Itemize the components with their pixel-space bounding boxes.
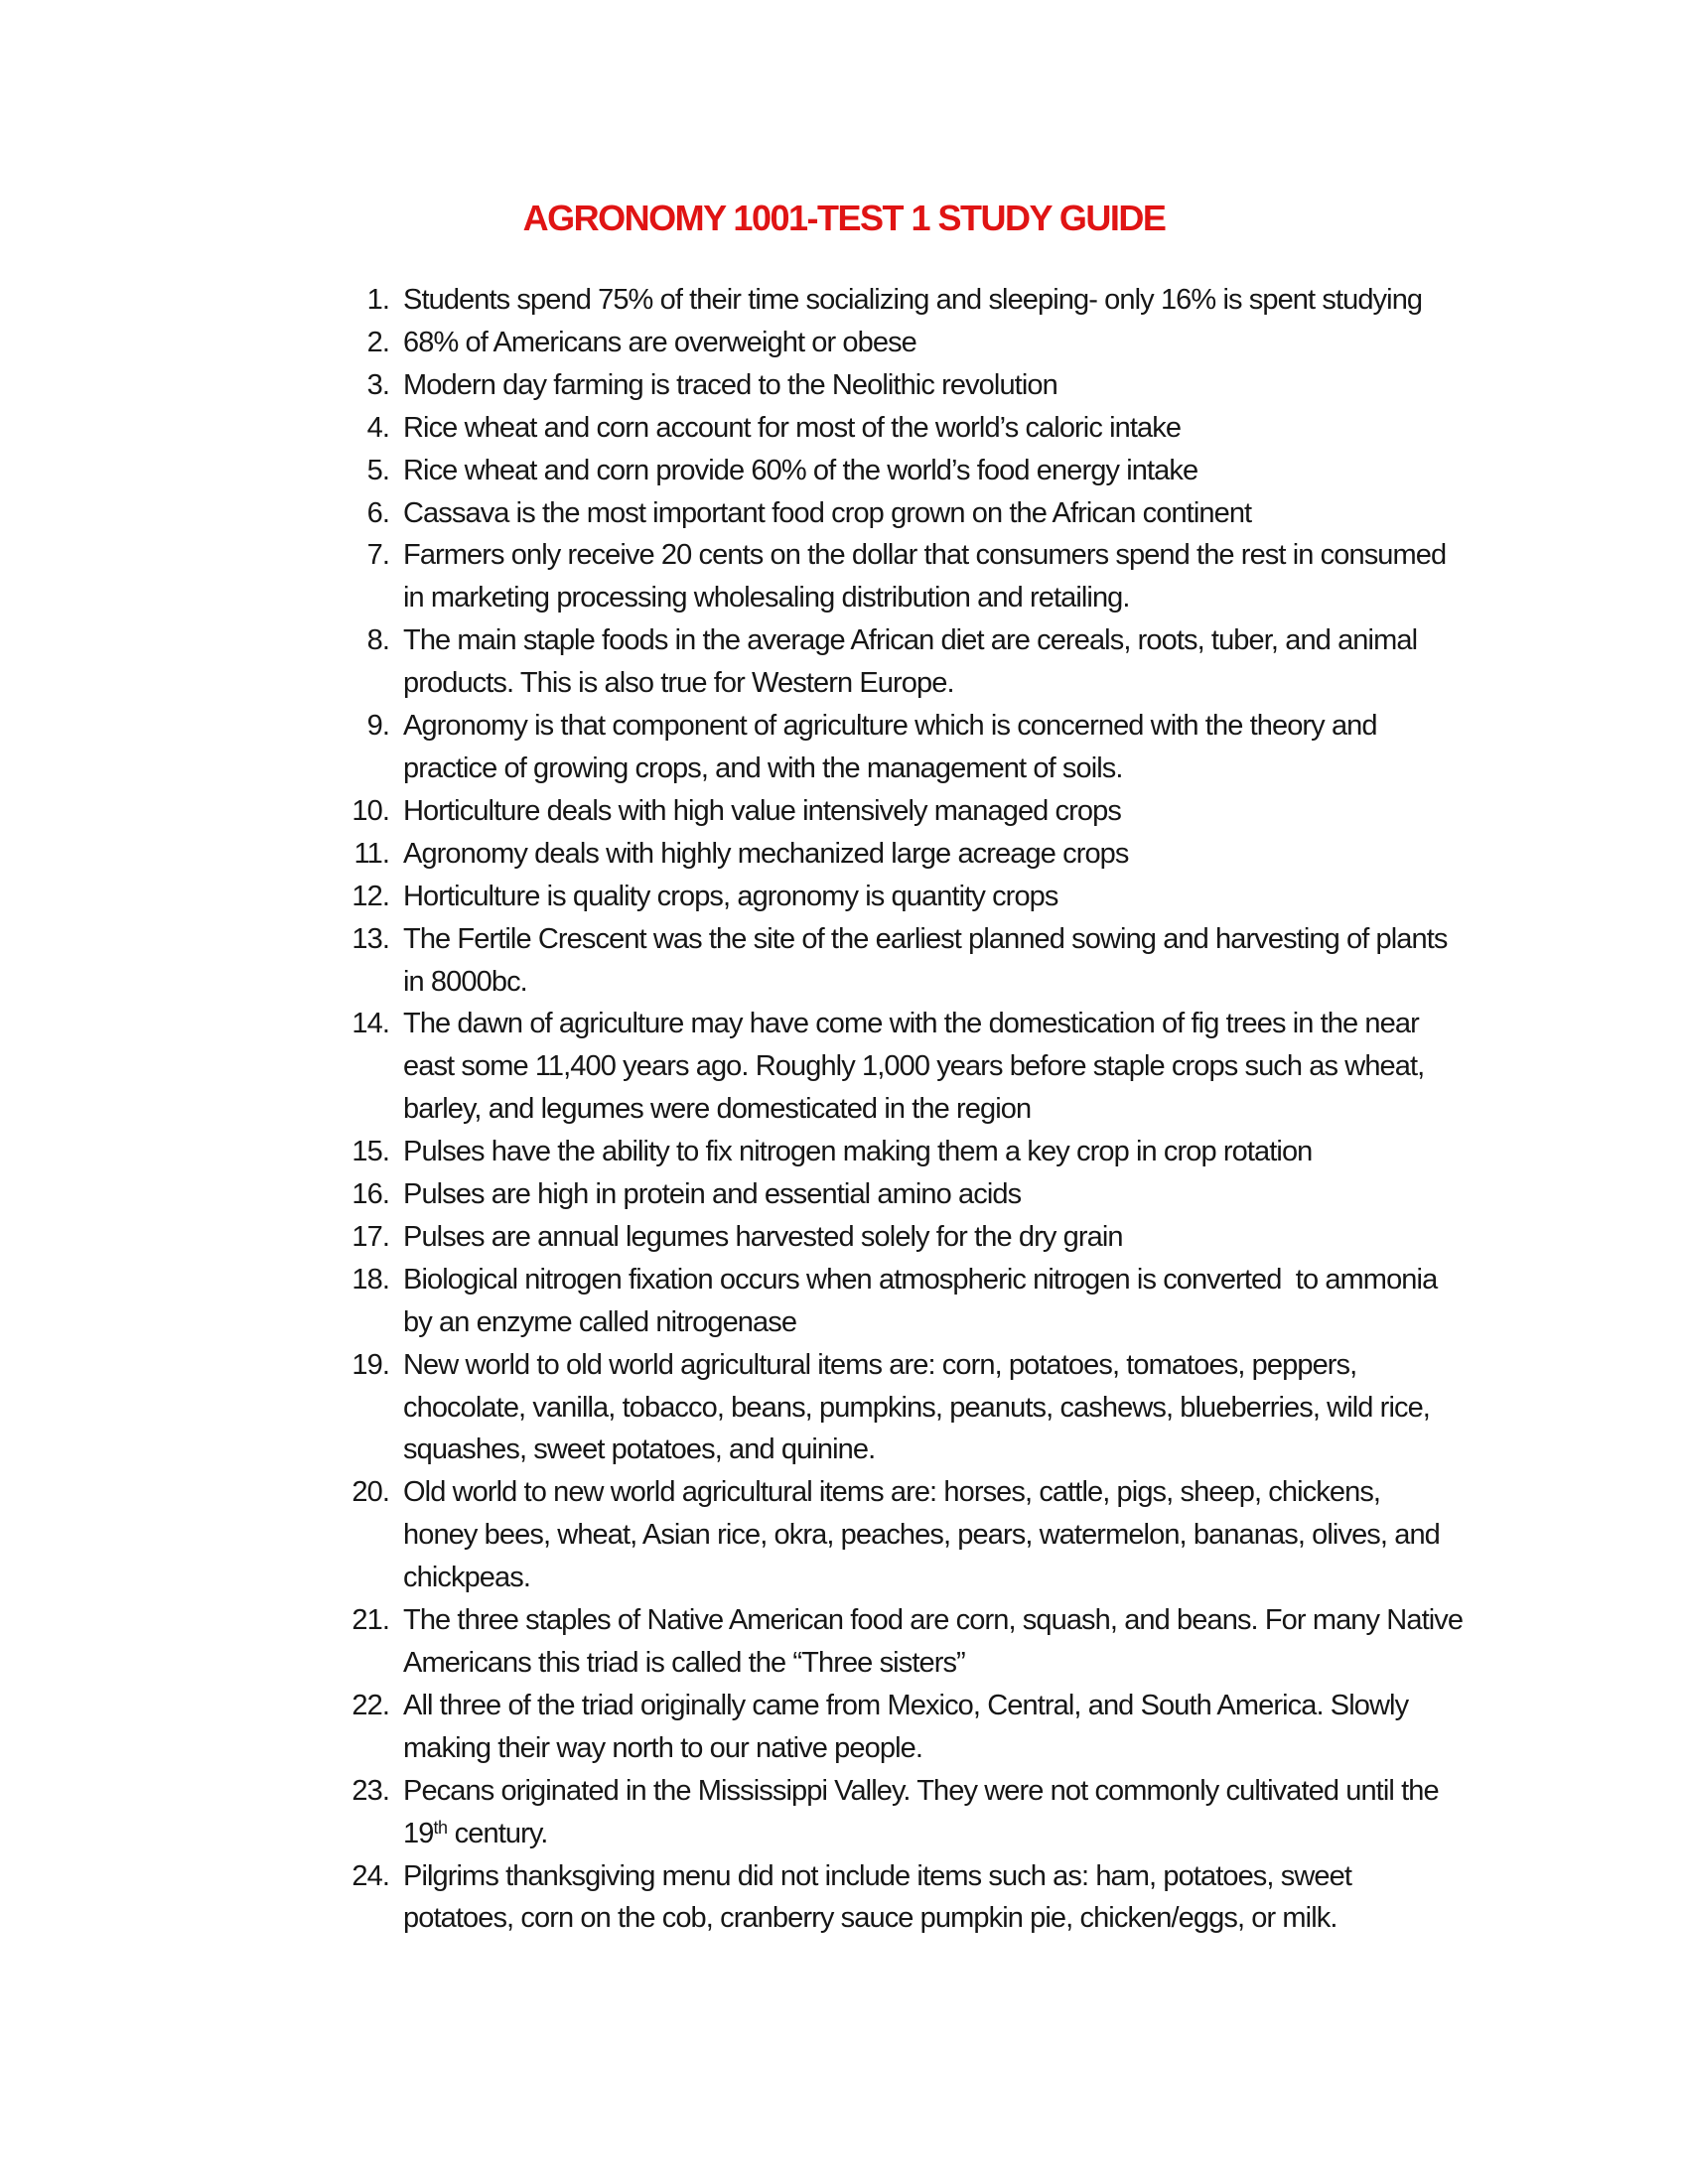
list-item	[298, 1471, 1549, 1599]
list-item-number: 8.	[366, 624, 389, 657]
list-item-number: 20.	[352, 1476, 389, 1509]
list-item-text: Pecans originated in the Mississippi Valley. They were not commonly cultivated until the 19th century.	[403, 1774, 1439, 1849]
list-item-text: Modern day farming is traced to the Neolithic revolution	[403, 368, 1057, 401]
list-item	[298, 407, 1549, 450]
list-item-number: 9.	[366, 710, 389, 743]
list-item-text: Horticulture deals with high value intensively managed crops	[403, 794, 1121, 827]
list-item	[298, 619, 1549, 705]
list-item-number: 10.	[352, 794, 389, 827]
list-item-number: 5.	[366, 454, 389, 486]
list-item-number: 15.	[352, 1136, 389, 1168]
list-item-text: New world to old world agricultural items are: corn, potatoes, tomatoes, peppers, chocolate, vanilla, tobacco, beans, pumpkins, peanuts, cashews, blueberries, wild rice, squashes, sweet potatoes, and quinine.	[403, 1348, 1430, 1466]
list-item-text: Pulses have the ability to fix nitrogen making them a key crop in crop rotation	[403, 1136, 1313, 1168]
list-item-text: The main staple foods in the average African diet are cereals, roots, tuber, and animal products. This is also true for Western Europe.	[403, 624, 1418, 700]
list-item	[298, 492, 1549, 535]
list-item-text: Old world to new world agricultural items are: horses, cattle, pigs, sheep, chickens, honey bees, wheat, Asian rice, okra, peaches, pears, watermelon, bananas, olives, and chickpeas.	[403, 1476, 1440, 1594]
list-item	[298, 364, 1549, 407]
list-item-number: 17.	[352, 1220, 389, 1253]
list-item-text: The Fertile Crescent was the site of the earliest planned sowing and harvesting of plants in 8000bc.	[403, 922, 1448, 998]
list-item	[298, 790, 1549, 833]
list-item-number: 11.	[353, 837, 389, 870]
list-item-number: 1.	[366, 284, 389, 316]
list-item-text: Rice wheat and corn provide 60% of the world’s food energy intake	[403, 454, 1198, 486]
list-item-text: Pulses are high in protein and essential amino acids	[403, 1178, 1022, 1211]
list-item-number: 2.	[366, 326, 389, 358]
list-item-text: Agronomy deals with highly mechanized large acreage crops	[403, 837, 1129, 870]
list-item-text: 68% of Americans are overweight or obese	[403, 326, 916, 358]
list-item	[298, 1173, 1549, 1216]
list-item-number: 3.	[366, 368, 389, 401]
list-item-text: Pilgrims thanksgiving menu did not include items such as: ham, potatoes, sweet potatoes, corn on the cob, cranberry sauce pumpkin pie, chicken/eggs, or milk.	[403, 1859, 1351, 1935]
list-item	[298, 1599, 1549, 1685]
list-item-number: 19.	[352, 1348, 389, 1381]
list-item-number: 16.	[352, 1178, 389, 1211]
list-item-number: 7.	[366, 539, 389, 572]
list-item	[298, 1685, 1549, 1770]
list-item-number: 21.	[352, 1604, 389, 1637]
page-title: AGRONOMY 1001-TEST 1 STUDY GUIDE	[522, 198, 1166, 238]
list-item	[298, 876, 1549, 918]
list-item	[298, 833, 1549, 876]
list-item-number: 18.	[352, 1263, 389, 1296]
list-item-number: 6.	[366, 496, 389, 529]
list-item	[298, 1344, 1549, 1472]
list-item	[298, 1216, 1549, 1259]
study-guide-list	[298, 279, 1549, 1940]
list-item	[298, 1259, 1549, 1344]
list-item	[298, 322, 1549, 364]
list-item-text: Agronomy is that component of agriculture which is concerned with the theory and practice of growing crops, and with the management of soils.	[403, 710, 1377, 784]
list-item-text: Cassava is the most important food crop grown on the African continent	[403, 496, 1252, 529]
list-item-number: 13.	[352, 922, 389, 955]
list-item-text: All three of the triad originally came from Mexico, Central, and South America. Slowly making their way north to our native people.	[403, 1689, 1409, 1764]
list-item	[298, 1131, 1549, 1173]
list-item-number: 12.	[352, 880, 389, 912]
list-item	[298, 534, 1549, 619]
list-item	[298, 1770, 1549, 1855]
list-item-text: The three staples of Native American food are corn, squash, and beans. For many Native Americans this triad is called the “Three sisters”	[403, 1604, 1464, 1679]
list-item	[298, 918, 1549, 1004]
list-item-number: 4.	[366, 411, 389, 444]
list-item-number: 23.	[352, 1774, 389, 1807]
list-item-text: Horticulture is quality crops, agronomy is quantity crops	[403, 880, 1058, 912]
list-item	[298, 450, 1549, 492]
list-item-text: Students spend 75% of their time socializing and sleeping- only 16% is spent studying	[403, 284, 1423, 316]
list-item	[298, 1855, 1549, 1941]
list-item-number: 24.	[352, 1859, 389, 1892]
list-item-text: Biological nitrogen fixation occurs when atmospheric nitrogen is converted to ammonia by an enzyme called nitrogenase	[403, 1263, 1438, 1338]
list-item-number: 22.	[352, 1689, 389, 1721]
list-item-text: Rice wheat and corn account for most of the world’s caloric intake	[403, 411, 1182, 444]
list-item-number: 14.	[352, 1008, 389, 1040]
list-item-text: The dawn of agriculture may have come with the domestication of fig trees in the near east some 11,400 years ago. Roughly 1,000 years before staple crops such as wheat, barley, and legumes were domesticated in the region	[403, 1008, 1425, 1126]
list-item	[298, 1003, 1549, 1131]
list-item	[298, 279, 1549, 322]
list-item-text: Pulses are annual legumes harvested solely for the dry grain	[403, 1220, 1123, 1253]
list-item	[298, 705, 1549, 790]
list-item-text: Farmers only receive 20 cents on the dollar that consumers spend the rest in consumed in marketing processing wholesaling distribution and retailing.	[403, 539, 1447, 614]
